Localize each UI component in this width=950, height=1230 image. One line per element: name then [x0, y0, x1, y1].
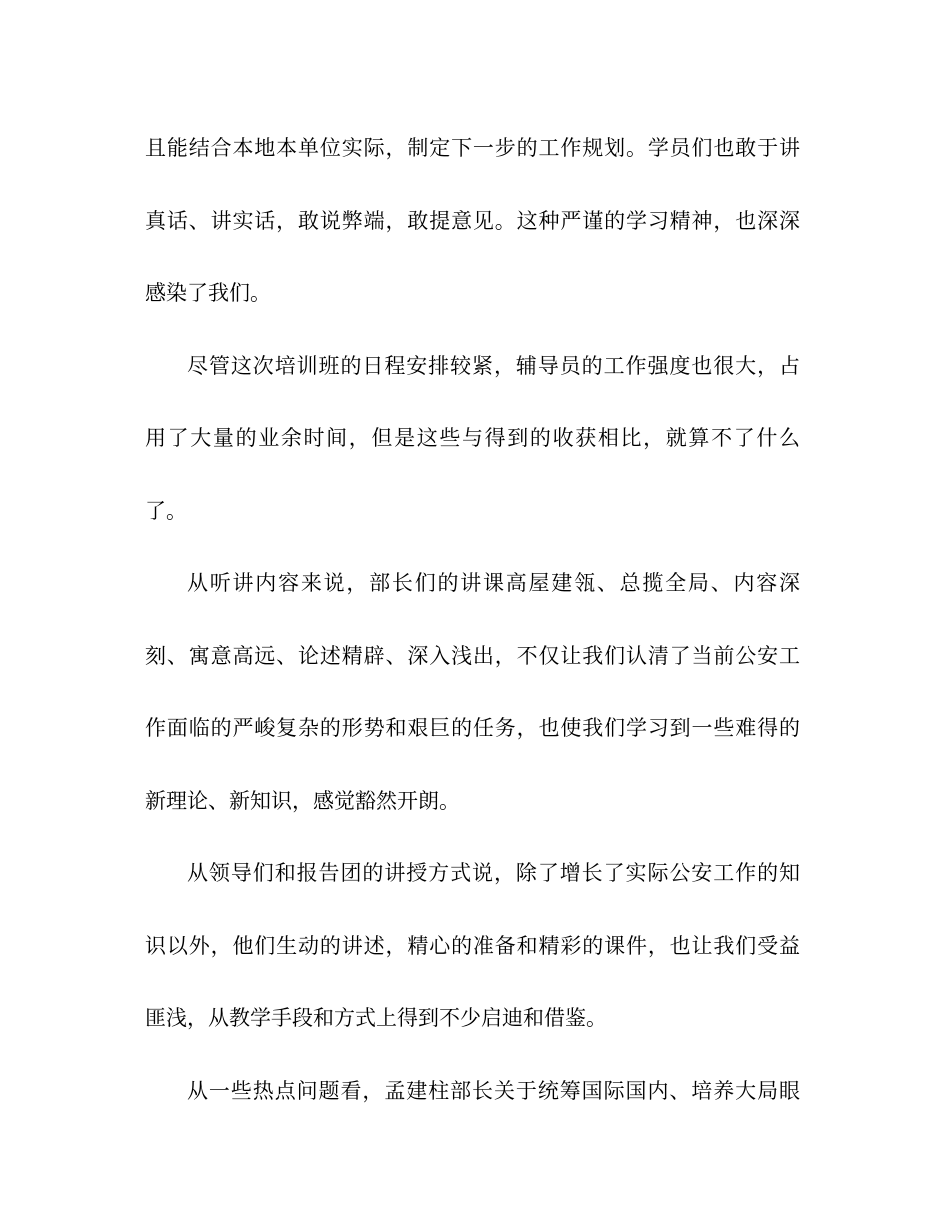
paragraph-line: 真话、讲实话，敢说弊端，敢提意见。这种严谨的学习精神，也深深 — [145, 208, 800, 233]
paragraph-line: 从领导们和报告团的讲授方式说，除了增长了实际公安工作的知 — [187, 861, 800, 885]
paragraph-line: 尽管这次培训班的日程安排较紧，辅导员的工作强度也很大，占 — [187, 353, 800, 378]
paragraph-line: 匪浅，从教学手段和方式上得到不少启迪和借鉴。 — [145, 1006, 607, 1030]
paragraph-3 — [145, 547, 800, 837]
paragraph-line: 感染了我们。 — [145, 281, 271, 305]
paragraph-line: 识以外，他们生动的讲述，精心的准备和精彩的课件，也让我们受益 — [145, 933, 800, 958]
paragraph-line: 刻、寓意高远、论述精辟、深入浅出，不仅让我们认清了当前公安工 — [145, 643, 800, 668]
paragraph-line: 且能结合本地本单位实际，制定下一步的工作规划。学员们也敢于讲 — [145, 136, 800, 160]
paragraph-4 — [145, 837, 800, 1055]
paragraph-line: 新理论、新知识，感觉豁然开朗。 — [145, 788, 460, 813]
paragraph-line: 用了大量的业余时间，但是这些与得到的收获相比，就算不了什么 — [145, 426, 800, 450]
paragraph-5 — [145, 1055, 800, 1128]
paragraph-2 — [145, 330, 800, 548]
paragraph-line: 从一些热点问题看，孟建柱部长关于统筹国际国内、培养大局眼 — [187, 1078, 800, 1103]
paragraph-line: 作面临的严峻复杂的形势和艰巨的任务，也使我们学习到一些难得的 — [145, 716, 800, 740]
paragraph-1 — [145, 112, 800, 330]
document-body — [145, 112, 800, 1127]
paragraph-line: 从听讲内容来说，部长们的讲课高屋建瓴、总揽全局、内容深 — [187, 571, 800, 595]
paragraph-line: 了。 — [145, 498, 187, 523]
